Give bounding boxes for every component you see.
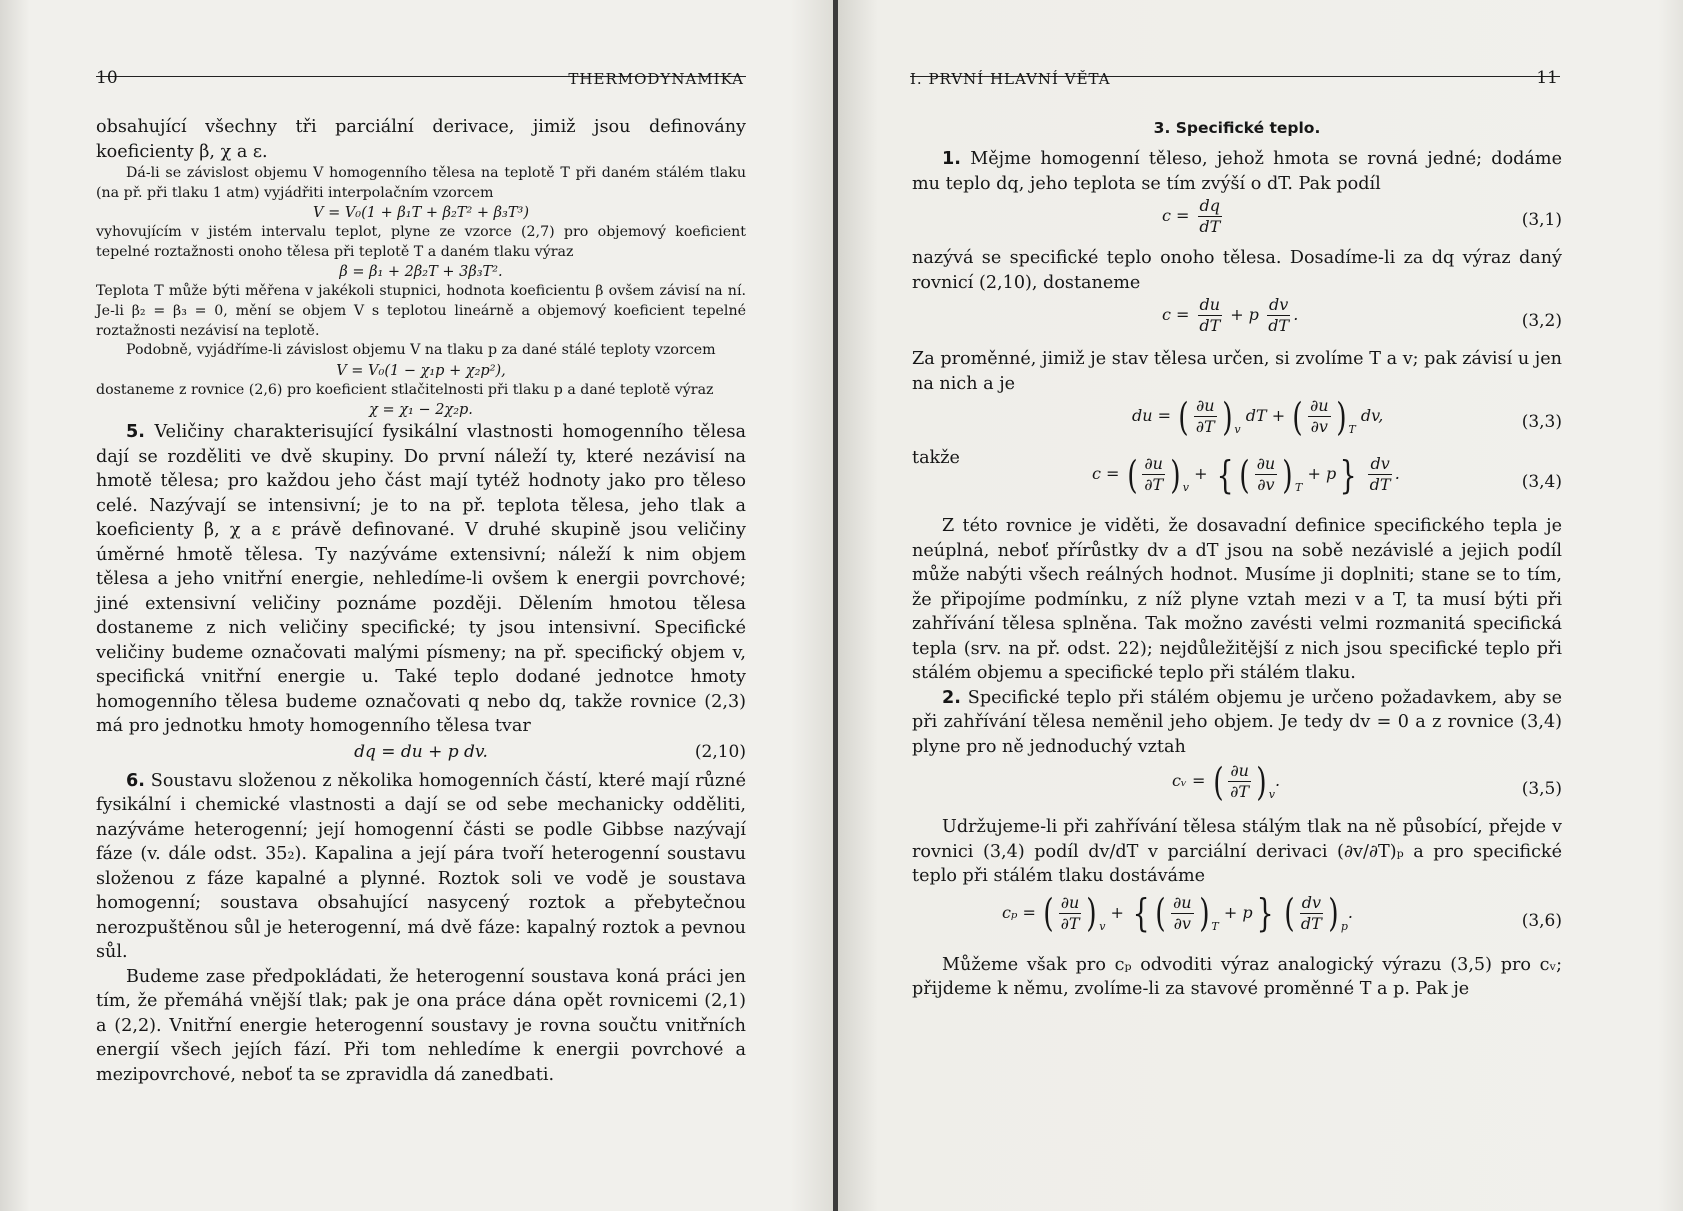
right-running-header [910,68,1560,88]
formula: V = V₀(1 + β₁T + β₂T² + β₃T³) [313,205,529,222]
right-running-title: I. PRVNÍ HLAVNÍ VĚTA [910,70,1111,88]
right-page [838,0,1683,1211]
fraction: $\frac{dq}{dT}$ [1199,196,1221,236]
equation-number: (3,4) [1521,472,1562,492]
paragraph: Z této rovnice je viděti, že dosavadní definice specifického tepla je neúplná, neboť přírůstky dv a dT jsou na sobě nezávislé a jejich podíl může nabýti všech reálných hodnot. Musíme ji doplniti; stane se to tím, že připojíme podmínku, z níž plyne vztah mezi v a T, ta musí býti při zahřívání tělesa splněna. Tak možno zavésti velmi rozmanitá specifická tepla (srv. na př. odst. 22); nejdůležitější z nich jsou specifické teplo při stálém objemu a specifické teplo při stálém tlaku. [912,516,1562,683]
equation-body: c = $\frac{du}{dT}$ + p $\frac{dv}{dT}$ . [1162,295,1299,335]
equation-3-6 [912,889,1562,949]
equation-number: (3,3) [1521,412,1562,432]
left-page-body [96,115,746,1087]
paragraph: obsahující všechny tři parciální derivace, jimiž jsou definovány koeficienty β, χ a ε. [96,117,746,162]
paragraph-number: 6. [126,770,145,791]
equation-number: (3,2) [1521,311,1562,331]
equation-body: cᵥ = ( $\frac{\partial u}{\partial T}$ ) $_v$. [1172,759,1281,804]
equation-3-3 [912,396,1562,448]
paragraph-text: Veličiny charakterisující fysikální vlastnosti homogenního tělesa dají se rozděliti ve dvě skupiny. Do první náleží ty, které nezávisí na hmotě tělesa; pro každou jeho část mají tytéž hodnoty jako pro těleso celé. Nazývají se intensivní; je to na př. teplota tělesa, jeho tlak a koeficienty β, χ a ε právě definované. V druhé skupině jsou veličiny úměrné hmotě tělesa. Ty nazýváme extensivní; náleží k nim objem tělesa a jeho vnitřní energie, nehledíme-li ovšem k energii povrchové; jiné extensivní veličiny poznáme později. Dělením hmotou tělesa dostaneme z nich veličiny specifické; ty jsou intensivní. Specifické veličiny budeme označovati malými písmeny; na př. specifický objem v, specifická vnitřní energie u. Také teplo dodané jednotce hmoty homogenního tělesa budeme označovati q nebo dq, takže rovnice (2,3) má pro jednotku hmoty homogenního tělesa tvar [96,422,747,737]
section-title: 3. Specifické teplo. [1153,119,1321,137]
equation-3-4 [912,448,1562,508]
formula: V = V₀(1 − χ₁p + χ₂p²), [336,362,506,379]
paragraph-number: 5. [126,422,145,443]
paragraph-text: Mějme homogenní těleso, jehož hmota se rovná jedné; dodáme mu teplo dq, jeho teplota se tím zvýší o dT. Pak podíl [912,149,1563,194]
equation-number: (3,6) [1521,910,1562,931]
formula: β = β₁ + 2β₂T + 3β₃T². [339,264,503,281]
paragraph [96,769,746,965]
right-page-number: 11 [1536,68,1558,88]
connective-word: takže [912,448,960,468]
equation-2-10 [96,739,746,765]
paragraph [912,686,1562,760]
equation-body: cₚ = ( $\frac{\partial u}{\partial T}$ ) $_v$ + { ( $\frac{\partial u}{\partial v}$ ) $_T$ + p} ( $\frac{dv}{dT}$ ) $_p$. [1002,891,1353,935]
paragraph: Dá-li se závislost objemu V homogenního tělesa na teplotě T při daném stálém tlaku (na př. při tlaku 1 atm) vyjádřiti interpolačním vzorcem [96,165,746,201]
formula: χ = χ₁ − 2χ₂p. [369,402,473,419]
left-running-title: THERMODYNAMIKA [568,70,744,88]
paragraph: Udržujeme-li při zahřívání tělesa stálým tlak na ně působící, přejde v rovnici (3,4) podíl dv/dT v parciální derivaci (∂v/∂T)ₚ a pro specifické teplo při stálém tlaku dostáváme [912,817,1562,886]
equation-body: dq = du + p dv. [354,741,488,762]
equation-number: (3,1) [1521,210,1562,230]
right-page-body [912,115,1562,1002]
paragraph: Teplota T může býti měřena v jakékoli stupnici, hodnota koeficientu β ovšem závisí na ní. Je-li β₂ = β₃ = 0, mění se objem V s teplotou lineárně a objemový koeficient tepelné roztažnosti nezávisí na teplotě. [96,283,746,339]
equation-3-1 [912,196,1562,246]
equation-3-2 [912,295,1562,347]
left-page [0,0,835,1211]
equation-3-5 [912,759,1562,815]
paragraph: nazývá se specifické teplo onoho tělesa. Dosadíme-li za dq výraz daný rovnicí (2,10), dostaneme [912,248,1562,293]
paragraph-text: Soustavu složenou z několika homogenních částí, které mají různé fysikální i chemické vlastnosti a dají se od sebe mechanicky odděliti, nazýváme heterogenní; její homogenní části se podle Gibbse nazývají fáze (v. dále odst. 35₂). Kapalina a její pára tvoří heterogenní soustavu složenou z fáze kapalné a plynné. Roztok soli ve vodě je soustava homogenní; soustava obsahující nasycený roztok a přebytečnou nerozpuštěnou sůl je heterogenní, má dvě fáze: kapalný roztok a pevnou sůl. [96,770,746,963]
paragraph-number: 2. [942,687,961,708]
equation-number: (3,5) [1521,779,1562,799]
equation-number: (2,10) [694,741,746,762]
paragraph: Můžeme však pro cₚ odvoditi výraz analogický výrazu (3,5) pro cᵥ; přijdeme k němu, zvolíme-li za stavové proměnné T a p. Pak je [912,954,1562,999]
paragraph: dostaneme z rovnice (2,6) pro koeficient stlačitelnosti při tlaku p a dané teplotě výraz [96,381,714,398]
paragraph: Za proměnné, jimiž je stav tělesa určen, si zvolíme T a v; pak závisí u jen na nich a je [912,349,1562,394]
paragraph-text: Specifické teplo při stálém objemu je určeno požadavkem, aby se při zahřívání tělesa neměnil jeho objem. Je tedy dv = 0 a z rovnice (3,4) plyne pro ně jednoduchý vztah [912,687,1563,757]
equation-body: c = ( $\frac{\partial u}{\partial T}$ ) $_v$ + { ( $\frac{\partial u}{\partial v}$ ) $_T$ + p} $\frac{dv}{dT}$ . [1092,452,1400,497]
paragraph: vyhovujícím v jistém intervalu teplot, plyne ze vzorce (2,7) pro objemový koeficient tepelné roztažnosti onoho tělesa při teplotě T a daném tlaku výraz [96,224,746,260]
paragraph [912,147,1562,196]
equation-body: c = $\frac{dq}{dT}$ [1162,196,1221,236]
paragraph [96,420,746,739]
paragraph: Budeme zase předpokládati, že heterogenní soustava koná práci jen tím, že přemáhá vnější tlak; pak je ona práce dána opět rovnicemi (2,1) a (2,2). Vnitřní energie heterogenní soustavy je rovna součtu vnitřních energií všech jejích fází. Při tom nehledíme k energii povrchové a mezipovrchové, neboť ta se zpravidla dá zanedbati. [96,966,746,1085]
left-running-header [96,68,746,88]
paragraph-number: 1. [942,149,961,169]
paragraph: Podobně, vyjádříme-li závislost objemu V na tlaku p za dané stálé teploty vzorcem [126,342,716,359]
equation-body: du = ( $\frac{\partial u}{\partial T}$ ) $_v$ dT + ( $\frac{\partial u}{\partial v}$ ) $_T$ dv, [1132,394,1384,439]
left-page-number: 10 [96,68,118,88]
